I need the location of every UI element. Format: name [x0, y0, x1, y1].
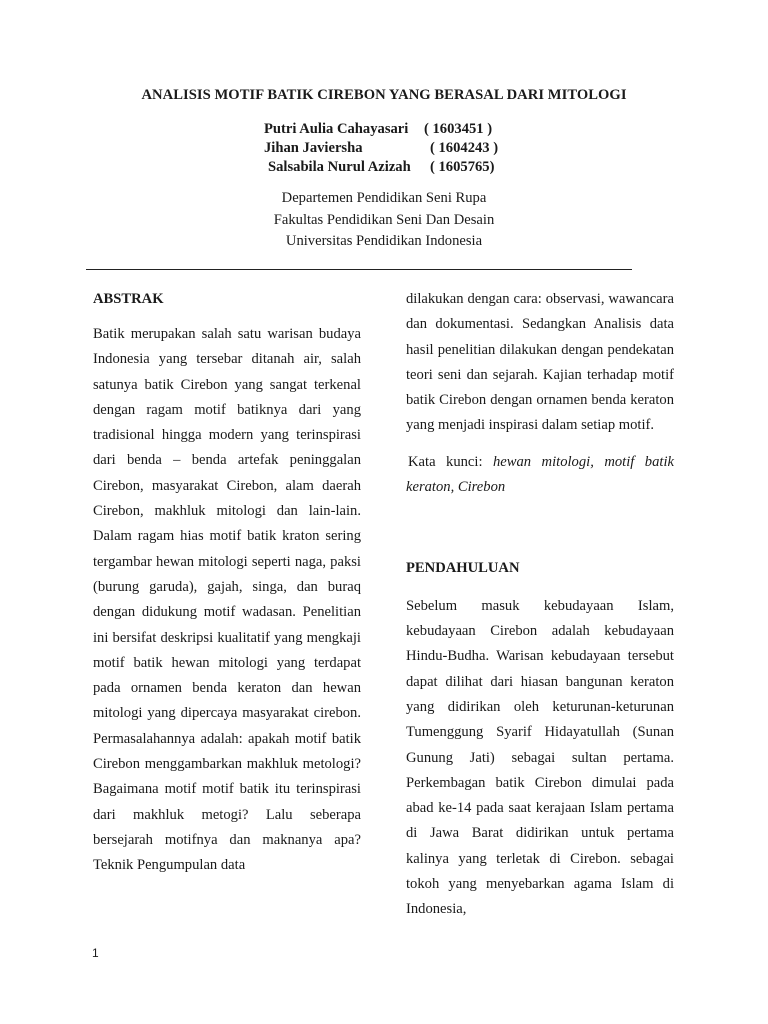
author-student-id: ( 1604243 )	[430, 140, 499, 156]
abstract-body: Batik merupakan salah satu warisan budaya Indonesia yang tersebar ditanah air, salah satunya batik Cirebon yang sangat terkenal dengan ragam motif batiknya dari yang tradisional hingga modern yang terinspirasi dari benda – benda artefak peninggalan Cirebon, masyarakat Cirebon, alam daerah Cirebon, makhluk mitologi dan lain-lain. Dalam ragam hias motif batik kraton sering tergambar hewan mitologi seperti naga, paksi (burung garuda), gajah, singa, dan buraq dengan didukung motif wadasan. Penelitian ini bersifat deskripsi kualitatif yang mengkaji motif batik hewan mitologi yang terdapat pada ornamen benda keraton dan hewan mitologi yang dipercaya masyarakat cirebon. Permasalahannya adalah: apakah motif batik Cirebon menggambarkan makhluk metologi? Bagaimana motif motif batik itu terinspirasi dari makhluk metogi? Lalu seberapa bersejarah motifnya dan maknanya apa? Teknik Pengumpulan data	[93, 326, 361, 874]
paper-title: ANALISIS MOTIF BATIK CIREBON YANG BERASAL DARI MITOLOGI	[141, 87, 627, 103]
author-name: Putri Aulia Cahayasari	[264, 121, 409, 137]
page-number: 1	[92, 946, 99, 960]
author-list	[264, 120, 498, 177]
author-entry	[264, 120, 498, 139]
author-student-id: ( 1605765)	[430, 159, 495, 175]
keywords	[406, 450, 674, 500]
header-divider	[86, 269, 632, 270]
right-column	[406, 287, 674, 923]
author-entry	[264, 139, 498, 158]
author-name: Jihan Javiersha	[264, 140, 363, 156]
affiliation-department: Departemen Pendidikan Seni Rupa	[281, 190, 487, 206]
keywords-label: Kata kunci:	[408, 453, 483, 470]
introduction-heading: PENDAHULUAN	[406, 559, 520, 576]
affiliation-block	[0, 188, 768, 253]
affiliation-university: Universitas Pendidikan Indonesia	[285, 233, 483, 249]
keywords-values: hewan mitologi, motif batik keraton, Cirebon	[406, 453, 674, 495]
affiliation-faculty: Fakultas Pendidikan Seni Dan Desain	[273, 211, 495, 228]
author-student-id: ( 1603451 )	[424, 121, 493, 137]
abstract-continuation: dilakukan dengan cara: observasi, wawancara dan dokumentasi. Sedangkan Analisis data hasil penelitian dilakukan dengan pendekatan teori seni dan sejarah. Kajian terhadap motif batik Cirebon dengan ornamen benda keraton yang menjadi inspirasi dalam setiap motif.	[406, 291, 674, 434]
introduction-body: Sebelum masuk kebudayaan Islam, kebudayaan Cirebon adalah kebudayaan Hindu-Budha. Warisan kebudayaan tersebut dapat dilihat dari hiasan bangunan keraton yang didirikan oleh keturunan-keturunan Tumenggung Syarif Hidayatullah (Sunan Gunung Jati) sebagai sultan pertama. Perkembagan batik Cirebon dimulai pada abad ke-14 pada saat kerajaan Islam pertama di Jawa Barat didirikan untuk pertama kalinya yang terletak di Cirebon. sebagai tokoh yang menyebarkan agama Islam di Indonesia,	[406, 597, 674, 918]
abstract-heading: ABSTRAK	[93, 291, 164, 307]
left-column	[93, 287, 361, 879]
author-name: Salsabila Nurul Azizah	[268, 159, 411, 175]
author-entry	[264, 158, 498, 177]
